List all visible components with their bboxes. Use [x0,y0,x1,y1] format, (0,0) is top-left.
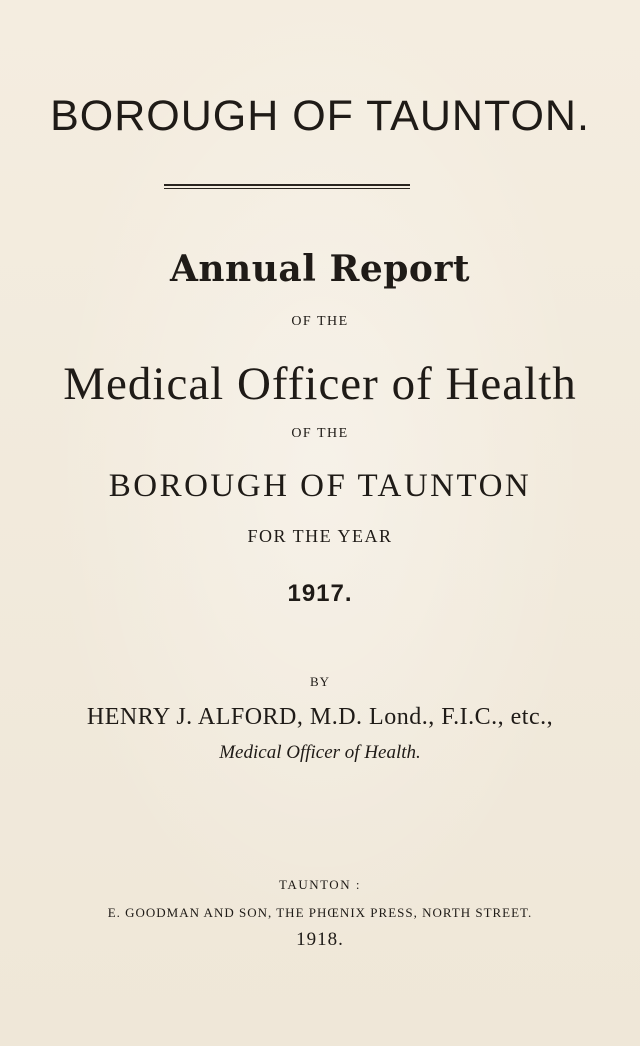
imprint-place: TAUNTON : [279,877,361,892]
author-name: HENRY J. ALFORD, M.D. Lond., F.I.C., etc., [86,704,554,730]
borough-heading: BOROUGH OF TAUNTON. [50,92,590,140]
imprint-year: 1918. [296,929,344,950]
imprint-publisher: E. GOODMAN AND SON, THE PHŒNIX PRESS, NORTH STREET. [107,905,533,920]
borough-name: BOROUGH OF TAUNTON [108,468,532,504]
author-title: Medical Officer of Health. [219,742,421,763]
by-label: BY [309,674,331,689]
report-year: 1917. [287,580,353,607]
double-rule-divider [164,184,410,189]
for-the-year-label: FOR THE YEAR [247,526,393,546]
report-heading: Annual Report [169,248,471,290]
office-title: Medical Officer of Health [63,358,577,410]
of-the-label-2: OF THE [291,426,349,441]
of-the-label-1: OF THE [291,314,349,329]
